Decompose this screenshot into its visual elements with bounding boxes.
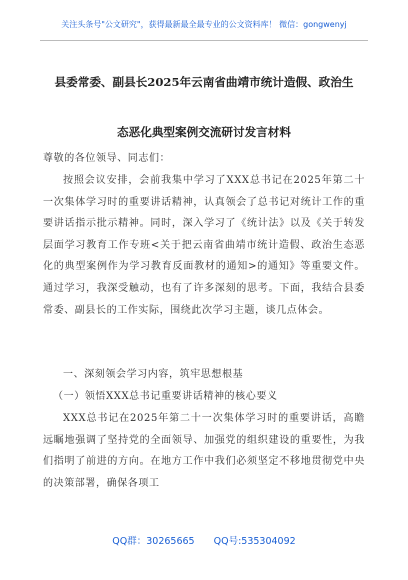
header-divider (40, 40, 368, 41)
subsection-heading-1: （一）领悟XXX总书记重要讲话精神的核心要义 (53, 391, 278, 402)
document-title-line-1: 县委常委、副县长2025年云南省曲靖市统计造假、政治生 (54, 75, 354, 89)
footer-qq-group: QQ群：30265665 (112, 536, 195, 547)
footer-contact (0, 533, 408, 547)
paragraph-speech: XXX总书记在2025年第二十一次集体学习时的重要讲话，高瞻远瞩地强调了坚持党的全面领导、加强党的组织建设的重要性，为我们指明了前进的方向。在地方工作中我们必须坚定不移地贯彻党中央的决策部署，确保各项工 (43, 413, 365, 489)
paragraph-intro: 按照会议安排，会前我集中学习了XXX总书记在2025年第二十一次集体学习时的重要讲话精神，认真领会了总书记对统计工作的重要讲话指示批示精神。同时，深入学习了《统计法》以及《关于转发层面学习教育工作专班<关于把云南省曲靖市统计造假、政治生态恶化的典型案例作为学习教育反面教材的通知>的通知》等重要文件。通过学习，我深受触动，也有了许多深刻的思考。下面，我结合县委常委、副县长的工作实际，围绕此次学习主题，谈几点体会。 (43, 175, 365, 316)
document-title-line-2: 态恶化典型案例交流研讨发言材料 (117, 125, 291, 139)
salutation: 尊敬的各位领导、同志们： (43, 153, 171, 164)
header-banner: 关注头条号"公文研究"，获得最新最全最专业的公文资料库！ 微信：gongwenyj (61, 20, 347, 29)
section-heading-1: 一、深刻领会学习内容，筑牢思想根基 (63, 369, 244, 380)
footer-qq-number: QQ号:535304092 (213, 536, 296, 547)
